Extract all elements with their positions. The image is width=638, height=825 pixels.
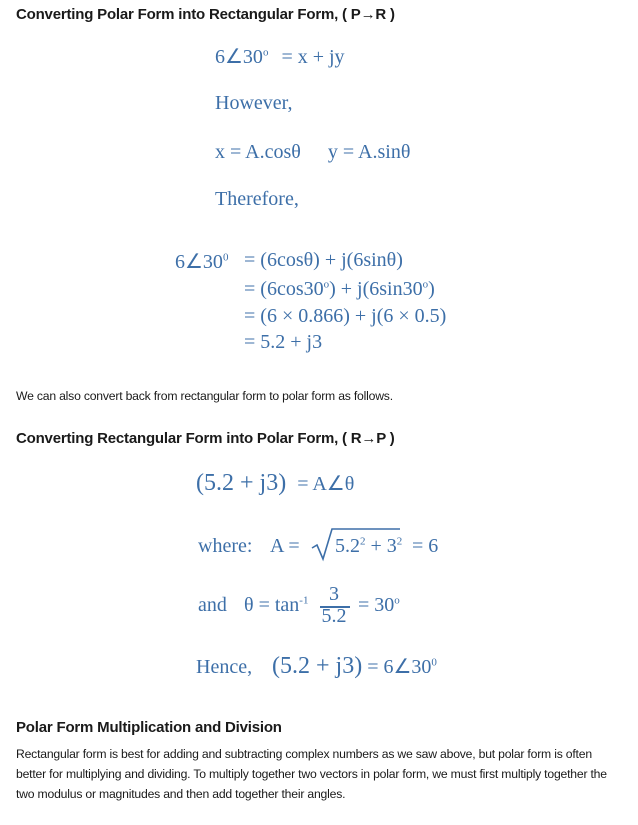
- where-result: = 6: [412, 535, 439, 557]
- eq-y: y = A.sinθ: [327, 141, 411, 163]
- eq-x: x = A.cosθ: [215, 141, 301, 163]
- deriv2-b: ) + j(6sin30: [329, 278, 423, 300]
- deriv2-a: = (6cos30: [244, 278, 324, 300]
- heading-polar-to-rect: Converting Polar Form into Rectangular Form, ( P→R ): [16, 6, 395, 23]
- where-rad-b-sup: 2: [396, 535, 403, 548]
- text-however: However,: [215, 92, 293, 114]
- and-theta: [244, 594, 308, 617]
- heading-polar-mult-div: Polar Form Multiplication and Division: [16, 719, 282, 736]
- derivation-line-3: = (6 × 0.866) + j(6 × 0.5): [244, 305, 447, 327]
- fraction-numerator: 3: [329, 583, 339, 605]
- where-rad-a-sup: 2: [360, 535, 366, 548]
- eq-polar-rhs: = x + jy: [281, 46, 345, 68]
- derivation-lhs: [175, 249, 228, 274]
- and-result: [358, 594, 400, 617]
- and-tan-sup: -1: [299, 594, 309, 607]
- deriv-lhs-sup: 0: [222, 251, 229, 264]
- derivation-line-1: = (6cosθ) + j(6sinθ): [244, 249, 403, 271]
- and-theta-text: θ = tan: [244, 594, 300, 616]
- equation-rect-main: [196, 470, 354, 497]
- and-result-sup: o: [394, 594, 400, 607]
- eq-rect-rhs: = A∠θ: [297, 473, 355, 495]
- hence-rhs: = 6∠30: [367, 656, 432, 678]
- where-rad-a: 5.2: [335, 535, 360, 557]
- hence-rhs-sup: 0: [431, 656, 437, 669]
- deriv2-sup1: o: [323, 278, 330, 291]
- and-label: and: [198, 594, 227, 616]
- intro-back-conversion: We can also convert back from rectangular form to polar form as follows.: [16, 389, 393, 403]
- and-result-text: = 30: [358, 594, 395, 616]
- equation-xy: [215, 141, 410, 164]
- deriv2-c: ): [428, 278, 435, 300]
- eq-polar-lhs: 6∠30: [215, 46, 263, 68]
- paragraph-polar-mult-div: Rectangular form is best for adding and subtracting complex numbers as we saw above, but polar form is often better for multiplying and dividing. To multiply together two vectors in polar form, we must first multiply together the two modulus or magnitudes and then add together their angles.: [16, 747, 607, 801]
- where-rad-plus: + 3: [370, 535, 397, 557]
- derivation-line-2: [244, 278, 435, 301]
- hence-equation: [272, 653, 437, 680]
- derivation-line-4: = 5.2 + j3: [244, 331, 323, 353]
- deriv-lhs: 6∠30: [175, 251, 223, 273]
- eq-polar-lhs-sup: o: [262, 46, 269, 59]
- equation-polar-main: [215, 44, 345, 69]
- eq-rect-lhs: (5.2 + j3): [196, 470, 287, 496]
- heading-rect-to-polar: Converting Rectangular Form into Polar Form, ( R→P ): [16, 430, 395, 447]
- where-label: where:: [198, 535, 253, 557]
- fraction-denominator: 5.2: [321, 605, 347, 627]
- where-a: A =: [270, 535, 300, 557]
- text-therefore: Therefore,: [215, 188, 299, 210]
- where-radicand: [335, 535, 402, 558]
- hence-label: Hence,: [196, 656, 253, 678]
- hence-lhs: (5.2 + j3): [272, 653, 363, 679]
- deriv2-sup2: o: [422, 278, 429, 291]
